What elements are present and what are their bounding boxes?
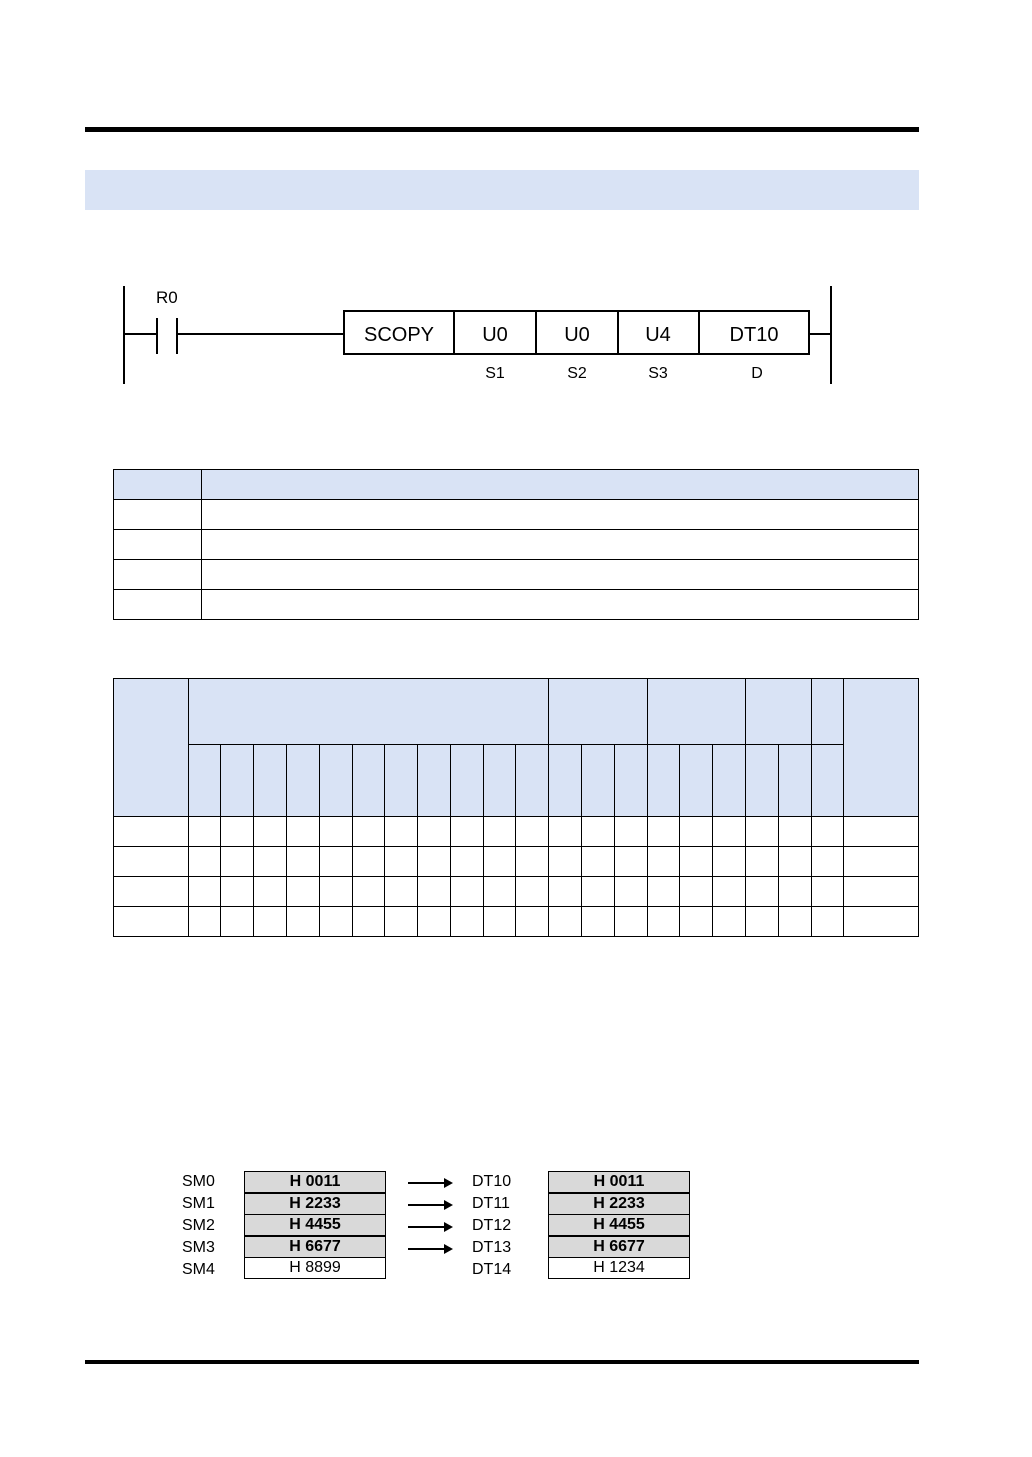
operand-header-cell bbox=[114, 470, 202, 500]
available-devices-table bbox=[113, 678, 919, 937]
destination-value-cell: H 1234 bbox=[548, 1257, 690, 1279]
contact-label: R0 bbox=[156, 288, 178, 307]
operand-label-s1: S1 bbox=[485, 365, 505, 382]
table-row bbox=[114, 877, 919, 907]
copy-arrow-icon bbox=[408, 1226, 446, 1228]
table-row bbox=[114, 907, 919, 937]
destination-label: DT11 bbox=[472, 1195, 510, 1212]
destination-value-cell: H 6677 bbox=[548, 1236, 690, 1258]
table-row bbox=[114, 817, 919, 847]
source-label: SM1 bbox=[182, 1195, 215, 1212]
footer-rule bbox=[85, 1360, 919, 1364]
table-row bbox=[114, 500, 919, 530]
source-label: SM2 bbox=[182, 1217, 215, 1234]
source-value-cell: H 4455 bbox=[244, 1214, 386, 1236]
destination-label: DT12 bbox=[472, 1217, 512, 1234]
operand-label-s3: S3 bbox=[648, 365, 668, 382]
instruction-name: SCOPY bbox=[363, 324, 435, 346]
operand-label-d: D bbox=[751, 365, 763, 382]
table-row bbox=[114, 560, 919, 590]
operand-table bbox=[113, 469, 919, 620]
section-heading-band bbox=[85, 170, 919, 210]
operand-d: DT10 bbox=[729, 324, 779, 346]
copy-arrow-icon bbox=[408, 1248, 446, 1250]
destination-value-cell: H 2233 bbox=[548, 1193, 690, 1215]
source-label: SM3 bbox=[182, 1239, 215, 1256]
header-rule bbox=[85, 127, 919, 132]
source-value-cell: H 6677 bbox=[244, 1236, 386, 1258]
table-row bbox=[114, 847, 919, 877]
source-value-cell: H 0011 bbox=[244, 1171, 386, 1193]
copy-arrow-icon bbox=[408, 1204, 446, 1206]
destination-label: DT13 bbox=[472, 1239, 512, 1256]
operand-s2: U0 bbox=[564, 324, 590, 346]
ladder-diagram bbox=[110, 280, 850, 395]
operand-label-s2: S2 bbox=[567, 365, 587, 382]
table-row bbox=[114, 590, 919, 620]
destination-label: DT10 bbox=[472, 1173, 512, 1190]
copy-arrow-icon bbox=[408, 1182, 446, 1184]
table-row bbox=[114, 530, 919, 560]
source-value-cell: H 2233 bbox=[244, 1193, 386, 1215]
source-label: SM4 bbox=[182, 1261, 215, 1278]
source-value-cell: H 8899 bbox=[244, 1257, 386, 1279]
operand-s1: U0 bbox=[482, 324, 508, 346]
source-label: SM0 bbox=[182, 1173, 215, 1190]
description-header-cell bbox=[202, 470, 919, 500]
destination-value-cell: H 0011 bbox=[548, 1171, 690, 1193]
destination-label: DT14 bbox=[472, 1261, 512, 1278]
destination-value-cell: H 4455 bbox=[548, 1214, 690, 1236]
operand-s3: U4 bbox=[645, 324, 671, 346]
